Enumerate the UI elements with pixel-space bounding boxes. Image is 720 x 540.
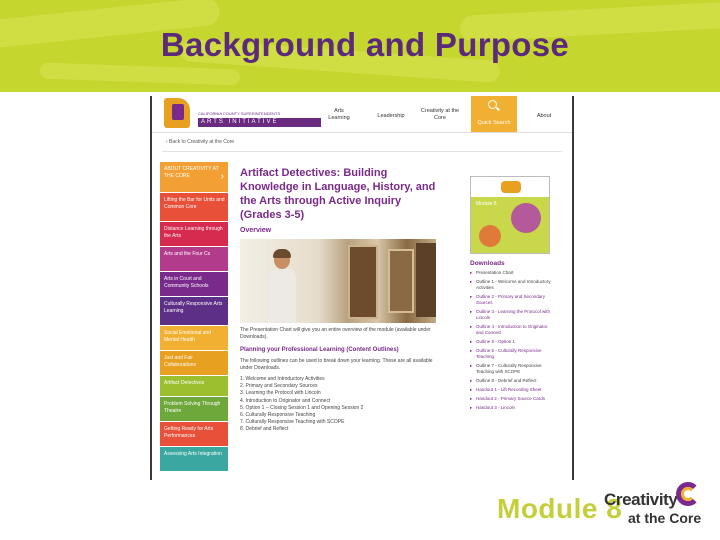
creativity-at-the-core-logo — [604, 484, 714, 530]
sidebar-item-social-emotional[interactable] — [160, 326, 228, 350]
sidebar-item-label: ABOUT CREATIVITY AT THE CORE — [164, 166, 219, 179]
list-item: 4. Introduction to Originator and Connect — [240, 397, 331, 404]
nav-leadership[interactable]: Leadership — [377, 113, 405, 119]
download-link[interactable]: ▸ Outline 8 - Debrief and Reflect — [470, 378, 552, 384]
downloads-column — [470, 176, 552, 414]
creativity-logo-icon — [501, 181, 521, 193]
list-item: 7. Culturally Responsive Teaching with SCOPE — [240, 419, 345, 426]
nav-about[interactable]: About — [536, 113, 552, 119]
download-link[interactable]: ▸ Handout 3 - Lincoln — [470, 405, 552, 411]
sidebar-item-label: Arts in Court and Community Schools — [164, 276, 209, 289]
downloads-heading: Downloads — [470, 260, 505, 267]
sidebar-item-label: Just and Fair Collaborations — [164, 355, 196, 368]
nav-creativity-at-the-core[interactable]: Creativity at the Core — [420, 108, 460, 121]
cover-module-label: Module 8 — [476, 201, 497, 207]
sidebar-item-performances[interactable] — [160, 422, 228, 446]
sidebar-item-label: Lifting the Bar for Units and Common Core — [164, 197, 225, 210]
sidebar-item-assessing[interactable] — [160, 447, 228, 471]
download-link[interactable]: ▸ Outline 3 - Learning the Protocol with Lincoln — [470, 309, 552, 321]
nav-arts-learning[interactable]: Arts Learning — [328, 108, 350, 121]
breadcrumb[interactable]: ‹ Back to Creativity at the Core — [166, 139, 235, 145]
sidebar-item-label: Culturally Responsive Arts Learning — [164, 301, 223, 314]
logo-sub: at the Core — [628, 510, 702, 526]
download-link[interactable]: ▸ Outline 6 - Culturally Responsive Teaching — [470, 348, 552, 360]
download-link[interactable]: ▸ Outline 7 - Culturally Responsive Teaching with SCOPE — [470, 363, 552, 375]
sidebar-item-artifact-detectives[interactable] — [160, 376, 228, 396]
website-screenshot — [150, 96, 574, 480]
nav-quick-search-label: Quick Search — [477, 120, 511, 126]
download-link[interactable]: ▸ Outline 2 - Primary and Secondary Sources — [470, 294, 552, 306]
download-link[interactable]: ▸ Presentation Chart — [470, 270, 552, 276]
sidebar — [160, 162, 228, 472]
sidebar-item-label: Artifact Detectives — [164, 380, 205, 386]
sidebar-item-about[interactable] — [160, 162, 228, 192]
list-item: 1. Welcome and Introductory Activities — [240, 376, 325, 382]
main-content — [240, 166, 440, 434]
learning-text: The following outlines can be used to break down your learning. These are all available under Downloads. — [240, 358, 433, 371]
slide-title: Background and Purpose — [160, 26, 570, 63]
sidebar-item-distance-learning[interactable] — [160, 222, 228, 246]
download-link[interactable]: ▸ Outline 1 - Welcome and Introductory Activities — [470, 279, 552, 291]
list-item: 3. Learning the Protocol with Lincoln — [240, 390, 321, 397]
download-link[interactable]: ▸ Outline 4 - Introduction to Originator and Connect — [470, 324, 552, 336]
sidebar-item-lifting-the-bar[interactable] — [160, 193, 228, 221]
outline-list — [240, 376, 440, 434]
module-number: Module 8 — [497, 493, 623, 524]
logo-c-inner-icon — [681, 487, 695, 501]
module-cover-image[interactable] — [470, 176, 550, 254]
logo-word: Creativity — [604, 490, 678, 509]
downloads-list — [470, 270, 552, 411]
sidebar-item-just-fair[interactable] — [160, 351, 228, 375]
list-item: 6. Culturally Responsive Teaching — [240, 412, 316, 419]
sidebar-item-label: Getting Ready for Arts Performances — [164, 426, 214, 439]
divider — [162, 151, 562, 152]
sidebar-item-culturally-responsive[interactable] — [160, 297, 228, 325]
article-title: Artifact Detectives: Building Knowledge in Language, History, and the Arts through Active Inquiry (Grades 3-5) — [240, 167, 436, 221]
search-icon — [488, 100, 497, 109]
download-link[interactable]: ▸ Outline 5 - Option 1 — [470, 339, 552, 345]
download-link[interactable]: ▸ Handout 2 - Primary Source Cards — [470, 396, 552, 402]
site-logo[interactable] — [164, 98, 314, 130]
logo-name: ARTS INITIATIVE — [198, 118, 321, 127]
sidebar-item-label: Distance Learning through the Arts — [164, 226, 223, 239]
list-item: 5. Option 1 – Closing Session 1 and Opening Session 2 — [240, 404, 364, 411]
site-header — [152, 96, 572, 133]
sidebar-item-court-community[interactable] — [160, 272, 228, 296]
sidebar-item-label: Problem Solving Through Theatre — [164, 401, 221, 414]
list-item: 2. Primary and Secondary Sources — [240, 383, 318, 390]
sidebar-item-problem-solving[interactable] — [160, 397, 228, 421]
sidebar-item-label: Assessing Arts Integration — [164, 451, 222, 457]
overview-text: The Presentation Chart will give you an entire overview of the module (available under Downloads). — [240, 327, 431, 340]
logo-tagline: CALIFORNIA COUNTY SUPERINTENDENTS — [198, 111, 281, 116]
download-link[interactable]: ▸ Handout 1 - Lift Recording Sheet — [470, 387, 552, 393]
chevron-right-icon: › — [220, 171, 224, 182]
sidebar-item-four-cs[interactable] — [160, 247, 228, 271]
sidebar-item-label: Arts and the Four Cs — [164, 251, 211, 257]
sidebar-item-label: Social Emotional and Mental Health — [164, 330, 211, 343]
arts-initiative-logo-icon — [164, 98, 190, 128]
nav-quick-search[interactable] — [471, 96, 517, 132]
learning-heading: Planning your Professional Learning (Content Outlines) — [240, 347, 399, 353]
list-item: 8. Debrief and Reflect — [240, 426, 289, 433]
museum-photo — [240, 239, 436, 323]
overview-heading: Overview — [240, 227, 272, 234]
